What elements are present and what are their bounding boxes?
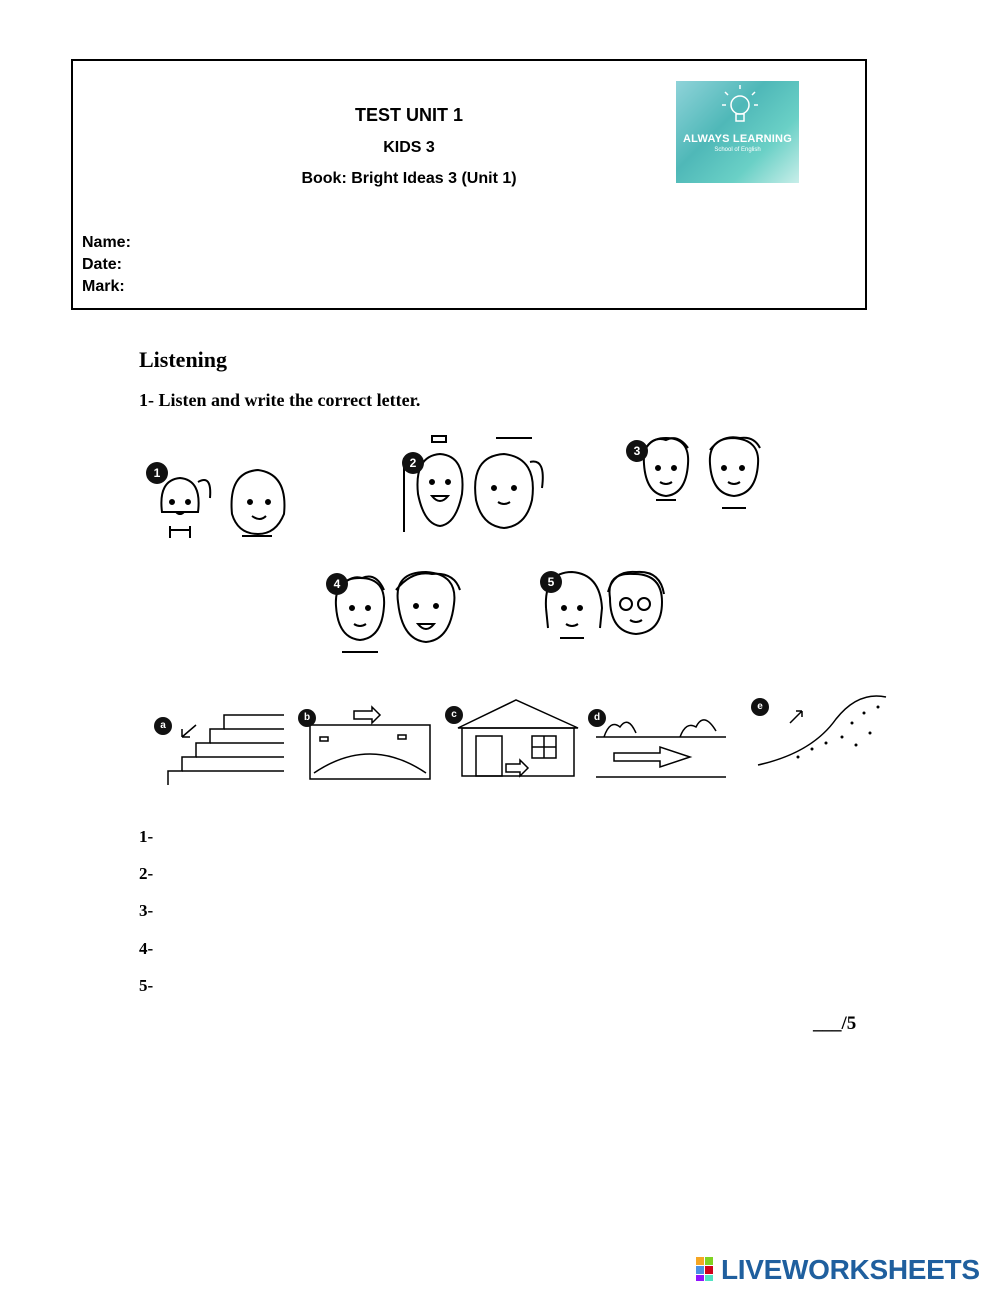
school-logo — [676, 81, 799, 183]
picture-number-3: 3 — [626, 440, 648, 462]
picture-letter-c: c — [445, 706, 463, 724]
brand-name: LIVEWORKSHEETS — [721, 1254, 980, 1285]
picture-number-5: 5 — [540, 571, 562, 593]
date-field-label: Date: — [82, 256, 123, 273]
answer-line-4[interactable]: 4- — [139, 939, 154, 958]
mark-field-label: Mark: — [82, 278, 125, 295]
picture-number-2: 2 — [402, 452, 424, 474]
picture-4-kids-illustration — [328, 570, 468, 656]
picture-d-road — [590, 705, 730, 781]
test-title: TEST UNIT 1 — [354, 105, 463, 125]
name-field-label: Name: — [82, 234, 131, 251]
logo-title: ALWAYS LEARNING — [683, 133, 792, 145]
book-label: Book: Bright Ideas 3 (Unit 1) — [301, 170, 517, 187]
answer-line-2[interactable]: 2- — [139, 864, 154, 883]
picture-2-kids-illustration — [400, 434, 560, 534]
section-title: Listening — [139, 347, 228, 372]
level-label: KIDS 3 — [383, 139, 435, 156]
picture-e-hill — [752, 693, 886, 769]
instruction: 1- Listen and write the correct letter. — [139, 390, 421, 410]
picture-letter-a: a — [154, 717, 172, 735]
picture-letter-e: e — [751, 698, 769, 716]
header-box — [71, 59, 867, 310]
picture-letter-b: b — [298, 709, 316, 727]
picture-number-1: 1 — [146, 462, 168, 484]
picture-a-stairs — [150, 705, 290, 785]
picture-letter-d: d — [588, 709, 606, 727]
logo-subtitle: School of English — [714, 147, 761, 153]
answer-line-5[interactable]: 5- — [139, 976, 154, 995]
picture-c-house — [446, 698, 586, 778]
score: ___/5 — [813, 1013, 857, 1034]
answer-line-1[interactable]: 1- — [139, 827, 154, 846]
picture-b-bridge — [298, 705, 434, 781]
answer-line-3[interactable]: 3- — [139, 901, 154, 920]
picture-3-kids-illustration — [630, 434, 770, 514]
brand-logo-icon — [696, 1257, 720, 1281]
lightbulb-icon — [676, 81, 799, 141]
picture-number-4: 4 — [326, 573, 348, 595]
